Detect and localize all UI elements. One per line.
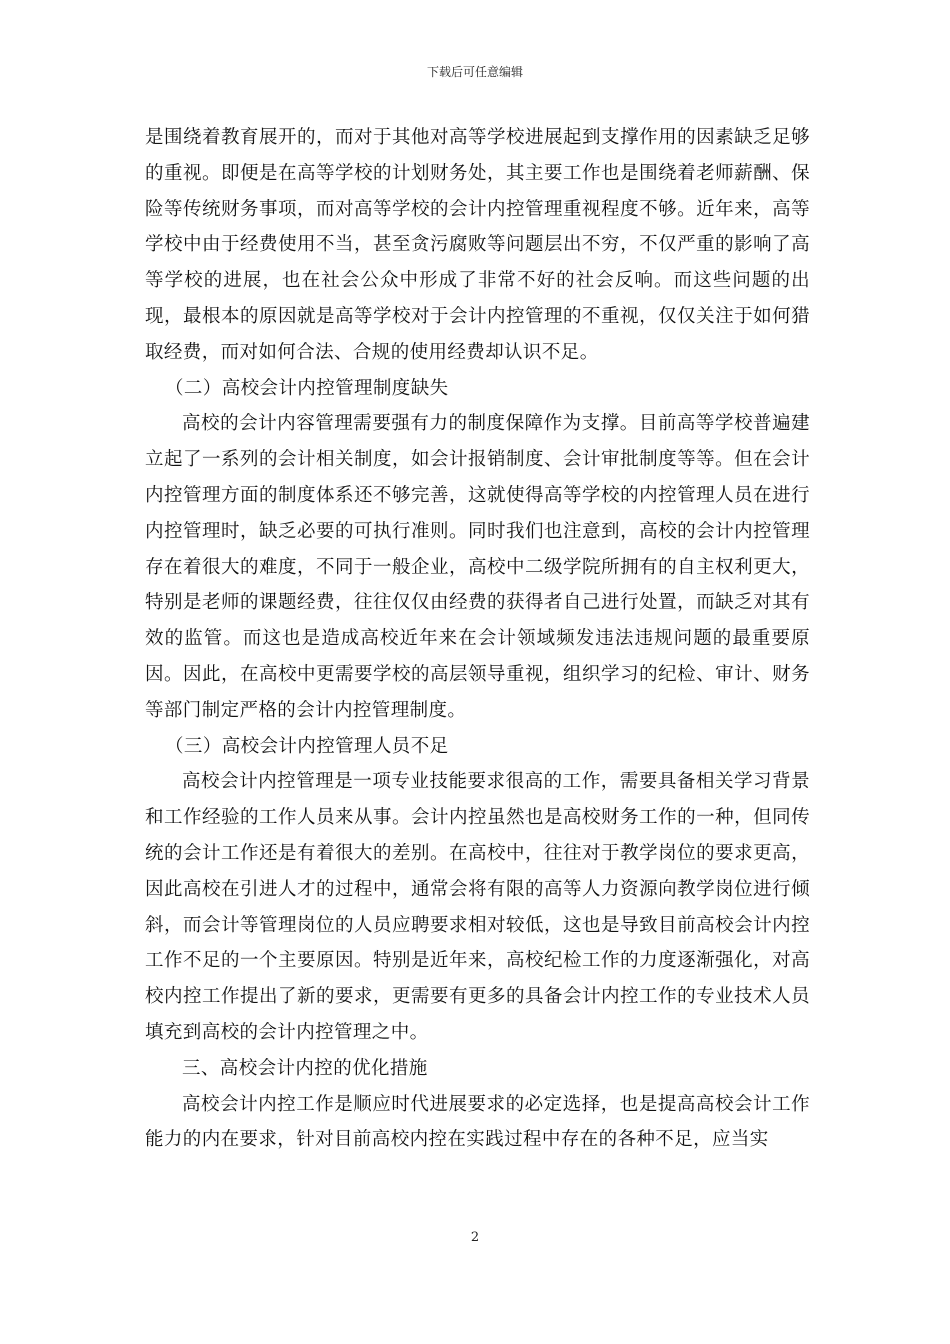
document-body (145, 120, 810, 1158)
paragraph: 高校会计内控工作是顺应时代进展要求的必定选择，也是提高高校会计工作能力的内在要求，针对目前高校内控在实践过程中存在的各种不足，应当实 (145, 1093, 810, 1151)
paragraph: 高校会计内控管理是一项专业技能要求很高的工作，需要具备相关学习背景和工作经验的工作人员来从事。会计内控虽然也是高校财务工作的一种，但同传统的会计工作还是有着很大的差别。在高校中，往往对于教学岗位的要求更高，因此高校在引进人才的过程中，通常会将有限的高等人力资源向教学岗位进行倾斜，而会计等管理岗位的人员应聘要求相对较低，这也是导致目前高校会计内控工作不足的一个主要原因。特别是近年来，高校纪检工作的力度逐渐强化，对高校内控工作提出了新的要求，更需要有更多的具备会计内控工作的专业技术人员填充到高校的会计内控管理之中。 (145, 771, 810, 1043)
page-header: 下载后可任意编辑 (426, 65, 523, 79)
section-heading-3: （三）高校会计内控管理人员不足 (165, 735, 449, 757)
paragraph: 高校的会计内容管理需要强有力的制度保障作为支撑。目前高等学校普遍建立起了一系列的会计相关制度，如会计报销制度、会计审批制度等等。但在会计内控管理方面的制度体系还不够完善，这就使得高等学校的内控管理人员在进行内控管理时，缺乏必要的可执行准则。同时我们也注意到，高校的会计内控管理存在着很大的难度，不同于一般企业，高校中二级学院所拥有的自主权利更大，特别是老师的课题经费，往往仅仅由经费的获得者自己进行处置，而缺乏对其有效的监管。而这也是造成高校近年来在会计领域频发违法违规问题的最重要原因。因此，在高校中更需要学校的高层领导重视，组织学习的纪检、审计、财务等部门制定严格的会计内控管理制度。 (145, 413, 810, 721)
paragraph-continued: 是围绕着教育展开的，而对于其他对高等学校进展起到支撑作用的因素缺乏足够的重视。即便是在高等学校的计划财务处，其主要工作也是围绕着老师薪酬、保险等传统财务事项，而对高等学校的会计内控管理重视程度不够。近年来，高等学校中由于经费使用不当，甚至贪污腐败等问题层出不穷，不仅严重的影响了高等学校的进展，也在社会公众中形成了非常不好的社会反响。而这些问题的出现，最根本的原因就是高等学校对于会计内控管理的不重视，仅仅关注于如何猎取经费，而对如何合法、合规的使用经费却认识不足。 (145, 127, 810, 363)
chapter-heading-3: 三、高校会计内控的优化措施 (182, 1057, 428, 1079)
section-heading-2: （二）高校会计内控管理制度缺失 (165, 377, 449, 399)
page-number: 2 (470, 1230, 480, 1245)
